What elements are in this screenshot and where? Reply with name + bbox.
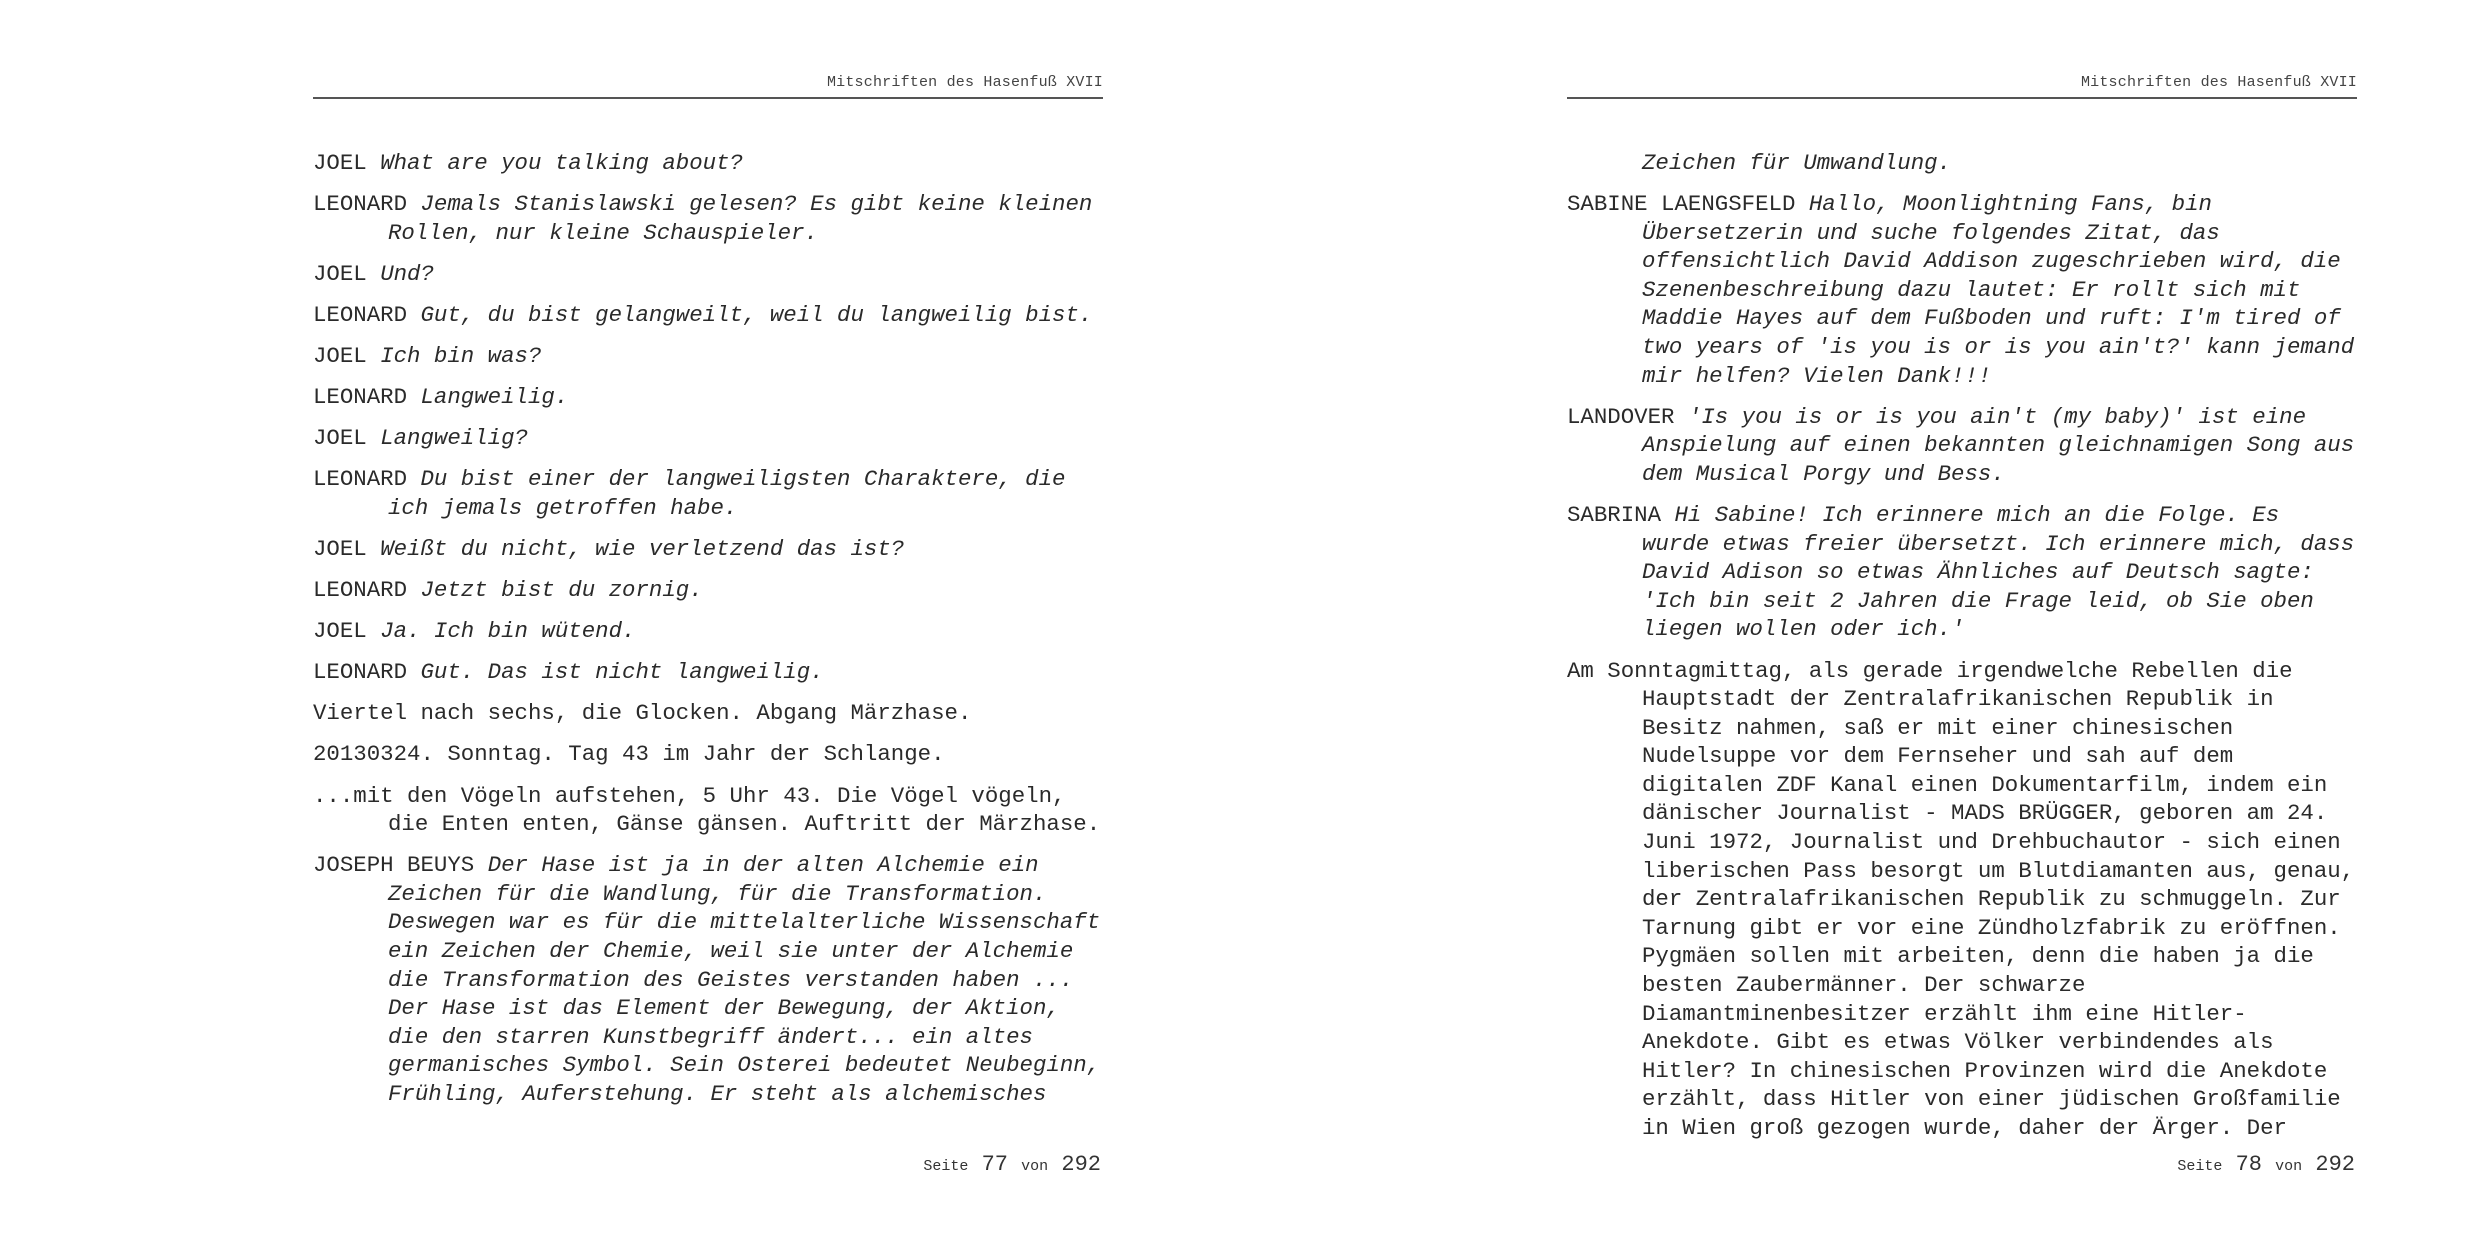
- narration-text: ...mit den Vögeln aufstehen, 5 Uhr 43. Die Vögel vögeln, die Enten enten, Gänse gänsen. Auftritt der Märzhase.: [313, 782, 1101, 838]
- dialogue-text: Langweilig.: [420, 384, 569, 411]
- speaker-name: JOEL: [313, 535, 367, 562]
- dialogue-text: Ich bin was?: [380, 342, 542, 369]
- paragraph: [313, 301, 1103, 330]
- dialogue-text: 'Is you is or is you ain't (my baby)' ist eine Anspielung auf einen bekannten gleichnamigen Song aus dem Musical Porgy und Bess.: [1642, 403, 2355, 487]
- dialogue-text: Weißt du nicht, wie verletzend das ist?: [380, 535, 905, 562]
- header-rule: [1567, 97, 2357, 99]
- narration-text: Viertel nach sechs, die Glocken. Abgang Märzhase.: [313, 700, 972, 727]
- speaker-name: JOEL: [313, 342, 367, 369]
- header-rule: [313, 97, 1103, 99]
- paragraph: [1567, 403, 2357, 489]
- dialogue-text: Hi Sabine! Ich erinnere mich an die Folge. Es wurde etwas freier übersetzt. Ich erinnere mich, dass David Adison so etwas Ähnliches auf Deutsch sagte: 'Ich bin seit 2 Jahren die Frage leid, ob Sie oben liegen wollen oder ich.': [1642, 502, 2355, 643]
- paragraph: [313, 342, 1103, 371]
- speaker-name: LEONARD: [313, 577, 408, 604]
- page-label: Seite: [923, 1158, 969, 1175]
- dialogue-text: Jetzt bist du zornig.: [420, 577, 703, 604]
- paragraph: [313, 535, 1103, 564]
- dialogue-text: Jemals Stanislawski gelesen? Es gibt keine kleinen Rollen, nur kleine Schauspieler.: [388, 191, 1093, 246]
- dialogue-text: Und?: [380, 260, 434, 287]
- paragraph: [313, 465, 1103, 522]
- paragraph: [313, 149, 1103, 178]
- page-of: von: [1021, 1158, 1049, 1175]
- paragraph: [313, 658, 1103, 687]
- paragraph: [313, 576, 1103, 605]
- speaker-name: LEONARD: [313, 301, 408, 328]
- speaker-name: SABINE LAENGSFELD: [1567, 191, 1796, 218]
- paragraph: [1567, 501, 2357, 644]
- dialogue-text: Gut, du bist gelangweilt, weil du langweilig bist.: [420, 301, 1093, 328]
- running-header: Mitschriften des Hasenfuß XVII: [826, 74, 1103, 91]
- running-header: Mitschriften des Hasenfuß XVII: [2080, 74, 2357, 91]
- right-page: [1567, 0, 2357, 1240]
- paragraph: [313, 190, 1103, 247]
- speaker-name: JOEL: [313, 425, 367, 452]
- paragraph: [313, 617, 1103, 646]
- narration-text: Am Sonntagmittag, als gerade irgendwelche Rebellen die Hauptstadt der Zentralafrikanischen Republik in Besitz nahmen, saß er mit einer chinesischen Nudelsuppe vor dem Fernseher und sah auf dem digitalen ZDF Kanal einen Dokumentarfilm, indem ein dänischer Journalist - MADS BRÜGGER, geboren am 24. Juni 1972, Journalist und Drehbuchautor - sich einen liberischen Pass besorgt um Blutdiamanten aus, genau, der Zentralafrikanischen Republik zu schmuggeln. Zur Tarnung gibt er vor eine Zündholzfabrik zu eröffnen. Pygmäen sollen mit arbeiten, denn die haben ja die besten Zaubermänner. Der schwarze Diamantminenbesitzer erzählt ihm eine Hitler-Anekdote. Gibt es etwas Völker verbindendes als Hitler? In chinesischen Provinzen wird die Anekdote erzählt, dass Hitler von einer jüdischen Großfamilie in Wien groß gezogen wurde, daher der Ärger. Der: [1567, 657, 2355, 1141]
- page-current: 77: [981, 1152, 1008, 1177]
- dialogue-text: Hallo, Moonlightning Fans, bin Übersetzerin und suche folgendes Zitat, das offensichtlich David Addison zugeschrieben wird, die Szenenbeschreibung dazu lautet: Er rollt sich mit Maddie Hayes auf dem Fußboden und ruft: I'm tired of two years of 'is you is or is you ain't?' kann jemand mir helfen? Vielen Dank!!!: [1642, 191, 2355, 389]
- dialogue-text: Gut. Das ist nicht langweilig.: [420, 659, 824, 686]
- paragraph: [313, 383, 1103, 412]
- page-label: Seite: [2177, 1158, 2223, 1175]
- speaker-name: LEONARD: [313, 191, 408, 218]
- speaker-name: JOEL: [313, 260, 367, 287]
- narration-paragraph: [313, 782, 1103, 839]
- dialogue-text: Langweilig?: [380, 425, 528, 452]
- dialogue-text: Ja. Ich bin wütend.: [380, 618, 636, 645]
- speaker-name: SABRINA: [1567, 502, 1662, 529]
- paragraph: [1567, 190, 2357, 390]
- narration-paragraph: [1567, 657, 2357, 1143]
- page-total: 292: [1061, 1152, 1101, 1177]
- speaker-name: JOEL: [313, 150, 367, 176]
- paragraph: [313, 851, 1103, 1108]
- page-body: [313, 149, 1103, 1121]
- speaker-name: LEONARD: [313, 384, 408, 411]
- page-number: [313, 1152, 1101, 1177]
- speaker-name: LANDOVER: [1567, 403, 1675, 430]
- speaker-name: LEONARD: [313, 466, 408, 493]
- page-body: [1567, 149, 2357, 1155]
- speaker-name: JOEL: [313, 618, 367, 645]
- narration-paragraph: [313, 699, 1103, 728]
- page-total: 292: [2315, 1152, 2355, 1177]
- page-of: von: [2275, 1158, 2303, 1175]
- dialogue-text: What are you talking about?: [380, 150, 743, 176]
- narration-text: 20130324. Sonntag. Tag 43 im Jahr der Schlange.: [313, 741, 945, 768]
- continued-paragraph: [1567, 149, 2357, 178]
- page-number: [1567, 1152, 2355, 1177]
- paragraph: [313, 424, 1103, 453]
- speaker-name: JOSEPH BEUYS: [313, 852, 475, 879]
- paragraph: [313, 260, 1103, 289]
- left-page: [313, 0, 1103, 1240]
- narration-paragraph: [313, 740, 1103, 769]
- dialogue-text: Zeichen für Umwandlung.: [1642, 150, 1952, 176]
- dialogue-text: Du bist einer der langweiligsten Charaktere, die ich jemals getroffen habe.: [388, 466, 1066, 521]
- page-current: 78: [2235, 1152, 2262, 1177]
- dialogue-text: Der Hase ist ja in der alten Alchemie ein Zeichen für die Wandlung, für die Transformation. Deswegen war es für die mittelalterliche Wissenschaft ein Zeichen der Chemie, weil sie unter der Alchemie die Transformation des Geistes verstanden haben ... Der Hase ist das Element der Bewegung, der Aktion, die den starren Kunstbegriff ändert... ein altes germanisches Symbol. Sein Osterei bedeutet Neubeginn, Frühling, Auferstehung. Er steht als alchemisches: [388, 852, 1101, 1107]
- speaker-name: LEONARD: [313, 659, 408, 686]
